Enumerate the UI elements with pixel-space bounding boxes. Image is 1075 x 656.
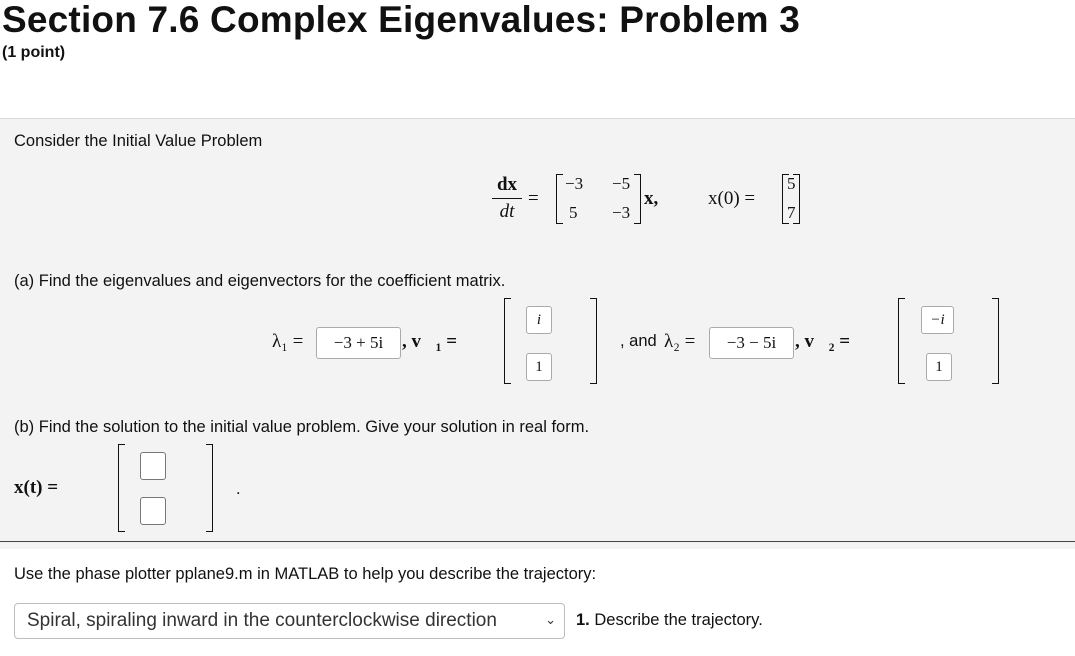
trajectory-select-label: 1. Describe the trajectory. bbox=[576, 611, 763, 629]
matrix-a11: −3 bbox=[565, 174, 584, 193]
ic-right-bracket bbox=[793, 174, 800, 224]
part-a-prompt: (a) Find the eigenvalues and eigenvectors for the coefficient matrix. bbox=[14, 272, 506, 290]
intro-text: Consider the Initial Value Problem bbox=[14, 132, 263, 150]
xt-entry-2-input[interactable] bbox=[140, 497, 166, 525]
lambda1-answer[interactable]: −3 + 5i bbox=[316, 327, 401, 359]
trajectory-select-value: Spiral, spiraling inward in the counterclockwise direction bbox=[27, 610, 497, 631]
phase-prompt: Use the phase plotter pplane9.m in MATLAB to help you describe the trajectory: bbox=[14, 565, 597, 583]
xt-right-bracket bbox=[206, 444, 213, 532]
divider bbox=[0, 541, 1075, 542]
v1-right-bracket bbox=[590, 298, 597, 384]
xt-label: x(t) = bbox=[14, 477, 59, 498]
xt-entry-1-input[interactable] bbox=[140, 452, 166, 480]
fraction-bar bbox=[492, 198, 522, 199]
chevron-down-icon: ⌄ bbox=[545, 612, 556, 627]
v2-label: , v⃗₂ = bbox=[795, 331, 851, 352]
v2-left-bracket bbox=[898, 298, 905, 384]
lambda1-label: λ₁ = bbox=[272, 331, 304, 352]
v2-entry-2-answer[interactable]: 1 bbox=[926, 353, 952, 381]
v1-entry-1-answer[interactable]: i bbox=[526, 306, 552, 334]
trajectory-select[interactable] bbox=[14, 603, 565, 639]
lambda2-answer[interactable]: −3 − 5i bbox=[709, 327, 794, 359]
and-text: , and bbox=[620, 332, 657, 350]
v2-right-bracket bbox=[992, 298, 999, 384]
lambda2-label: λ₂ = bbox=[664, 331, 696, 352]
v1-entry-2-answer[interactable]: 1 bbox=[526, 353, 552, 381]
xt-left-bracket bbox=[118, 444, 125, 532]
matrix-right-bracket bbox=[634, 174, 641, 224]
matrix-left-bracket bbox=[556, 174, 563, 224]
matrix-a21: 5 bbox=[569, 203, 578, 222]
page-title: Section 7.6 Complex Eigenvalues: Problem 3 bbox=[2, 0, 800, 40]
matrix-a22: −3 bbox=[612, 203, 631, 222]
part-b-prompt: (b) Find the solution to the initial value problem. Give your solution in real form. bbox=[14, 418, 590, 436]
ode-lhs-numerator: dx bbox=[496, 174, 518, 195]
period: . bbox=[236, 480, 241, 498]
matrix-a12: −5 bbox=[612, 174, 631, 193]
ic-entry-1: 5 bbox=[787, 174, 796, 193]
v2-entry-1-answer[interactable]: −i bbox=[921, 306, 954, 334]
initial-condition-label: x(0) = bbox=[708, 188, 756, 209]
equals-sign: = bbox=[528, 188, 539, 209]
vector-x-suffix: x, bbox=[644, 188, 659, 209]
points-label: (1 point) bbox=[2, 44, 66, 61]
v1-label: , v⃗₁ = bbox=[402, 331, 458, 352]
v1-left-bracket bbox=[504, 298, 511, 384]
ode-lhs-denominator: dt bbox=[499, 201, 515, 222]
ic-entry-2: 7 bbox=[787, 203, 796, 222]
